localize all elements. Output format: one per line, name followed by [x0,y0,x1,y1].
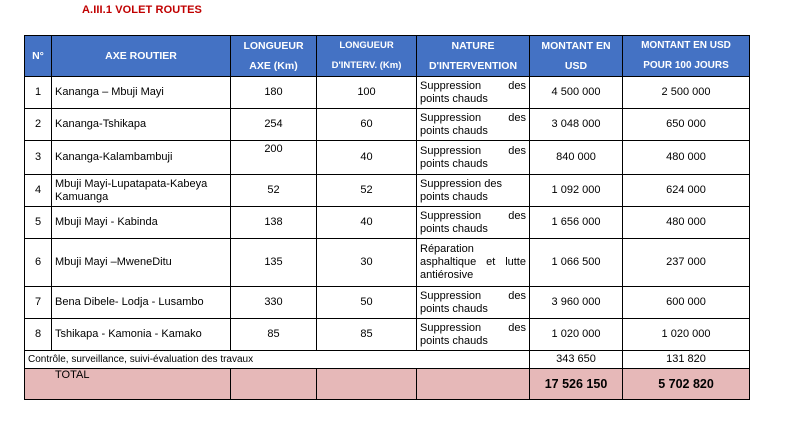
row-nature: Suppression des points chauds [417,175,530,207]
row-nature: Suppression des points chauds [417,109,530,141]
row-num: 3 [25,141,52,175]
header-row [25,36,750,77]
row-axe: Mbuji Mayi –MweneDitu [52,239,231,287]
row-montant-100: 650 000 [623,109,750,141]
row-montant-usd: 840 000 [530,141,623,175]
header-num: N° [25,36,52,77]
row-num: 5 [25,207,52,239]
row-axe: Kananga – Mbuji Mayi [52,77,231,109]
row-longueur-axe: 135 [231,239,317,287]
table-row [25,175,750,207]
row-nature: Suppression des points chauds [417,319,530,351]
row-axe: Kananga-Kalambambuji [52,141,231,175]
row-montant-usd: 1 656 000 [530,207,623,239]
header-nature: NATURE D'INTERVENTION [417,36,530,77]
row-longueur-axe: 85 [231,319,317,351]
row-montant-100: 237 000 [623,239,750,287]
row-longueur-interv: 30 [317,239,417,287]
row-axe: Tshikapa - Kamonia - Kamako [52,319,231,351]
header-montant-100: MONTANT EN USD POUR 100 JOURS [623,36,750,77]
control-montant-100: 131 820 [623,351,750,369]
row-nature: Suppression des points chauds [417,287,530,319]
total-label: TOTAL [25,369,231,400]
row-montant-usd: 4 500 000 [530,77,623,109]
total-row [25,369,750,400]
section-title: A.III.1 VOLET ROUTES [82,4,202,16]
table-row [25,207,750,239]
table-row [25,141,750,175]
row-longueur-interv: 40 [317,207,417,239]
table-row [25,109,750,141]
row-longueur-axe: 330 [231,287,317,319]
row-num: 8 [25,319,52,351]
routes-table [24,35,750,400]
row-num: 4 [25,175,52,207]
row-nature: Suppression des points chauds [417,207,530,239]
row-montant-usd: 3 048 000 [530,109,623,141]
header-axe: AXE ROUTIER [52,36,231,77]
header-longueur-axe: LONGUEUR AXE (Km) [231,36,317,77]
row-longueur-axe: 180 [231,77,317,109]
row-montant-usd: 1 066 500 [530,239,623,287]
row-montant-100: 1 020 000 [623,319,750,351]
row-montant-usd: 1 020 000 [530,319,623,351]
row-longueur-axe: 200 [231,141,317,175]
row-longueur-interv: 50 [317,287,417,319]
row-montant-100: 480 000 [623,141,750,175]
row-num: 7 [25,287,52,319]
row-longueur-axe: 138 [231,207,317,239]
row-montant-usd: 3 960 000 [530,287,623,319]
row-axe: Bena Dibele- Lodja - Lusambo [52,287,231,319]
header-montant-usd: MONTANT EN USD [530,36,623,77]
total-empty-1 [231,369,317,400]
table-row [25,77,750,109]
table-row [25,287,750,319]
control-label: Contrôle, surveillance, suivi-évaluation des travaux [25,351,530,369]
row-num: 2 [25,109,52,141]
row-longueur-interv: 100 [317,77,417,109]
header-longueur-interv: LONGUEUR D'INTERV. (Km) [317,36,417,77]
table-row [25,319,750,351]
row-num: 1 [25,77,52,109]
control-row [25,351,750,369]
row-axe: Mbuji Mayi-Lupatapata-Kabeya Kamuanga [52,175,231,207]
row-longueur-interv: 85 [317,319,417,351]
row-montant-100: 624 000 [623,175,750,207]
row-longueur-axe: 52 [231,175,317,207]
row-montant-100: 2 500 000 [623,77,750,109]
row-longueur-interv: 60 [317,109,417,141]
row-axe: Kananga-Tshikapa [52,109,231,141]
total-empty-2 [317,369,417,400]
row-montant-100: 480 000 [623,207,750,239]
total-empty-3 [417,369,530,400]
row-nature: Réparation asphaltique et lutte antiérosive [417,239,530,287]
row-longueur-interv: 52 [317,175,417,207]
row-longueur-axe: 254 [231,109,317,141]
row-nature: Suppression des points chauds [417,77,530,109]
row-montant-usd: 1 092 000 [530,175,623,207]
row-montant-100: 600 000 [623,287,750,319]
table-row [25,239,750,287]
total-montant-100: 5 702 820 [623,369,750,400]
row-longueur-interv: 40 [317,141,417,175]
control-montant-usd: 343 650 [530,351,623,369]
row-nature: Suppression des points chauds [417,141,530,175]
row-num: 6 [25,239,52,287]
total-montant-usd: 17 526 150 [530,369,623,400]
row-axe: Mbuji Mayi - Kabinda [52,207,231,239]
